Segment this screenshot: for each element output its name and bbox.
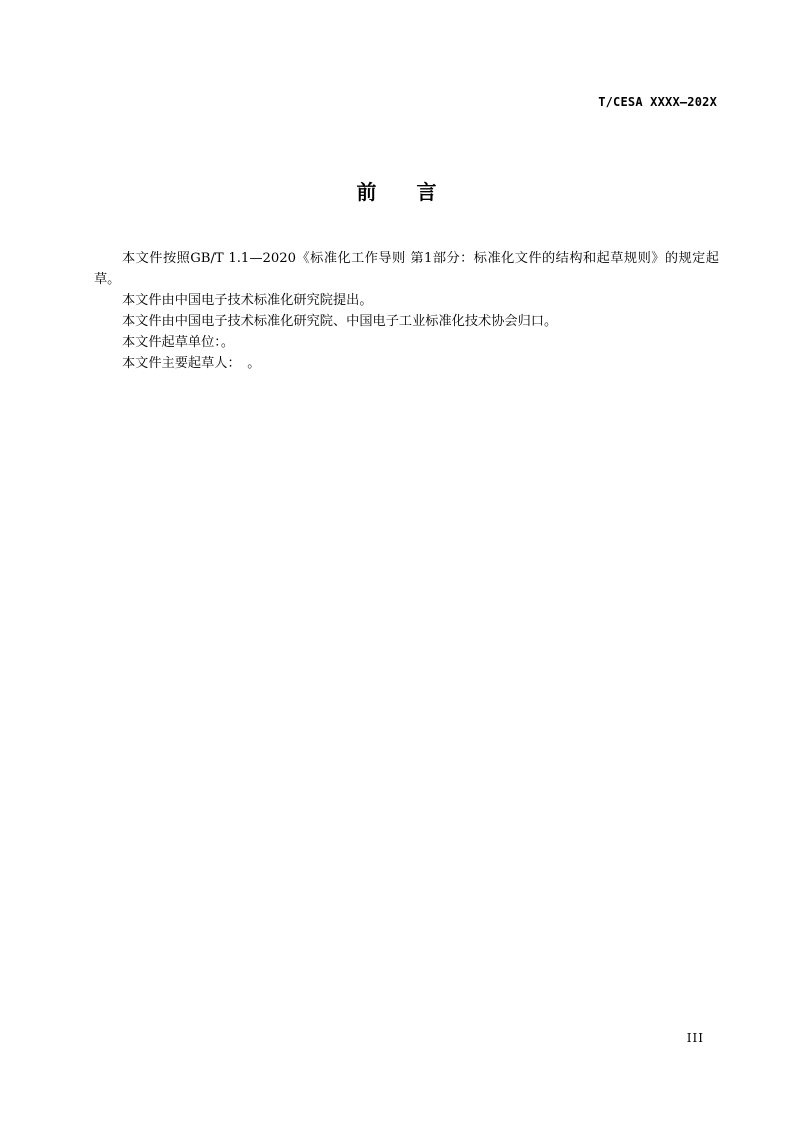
paragraph-drafting-units: 本文件起草单位：。	[122, 335, 235, 350]
page-number: III	[686, 1031, 704, 1045]
paragraph-administrator: 本文件由中国电子技术标准化研究院、中国电子工业标准化技术协会归口。	[122, 314, 558, 329]
page-title: 前言	[356, 180, 477, 204]
foreword-body	[94, 248, 719, 374]
paragraph-drafting-basis: 本文件按照GB/T 1.1—2020《标准化工作导则 第1部分：标准化文件的结构和起草规则》的规定起草。	[94, 251, 719, 287]
paragraph-main-drafters: 本文件主要起草人： 。	[122, 356, 261, 371]
document-code: T/CESA XXXX—202X	[598, 95, 717, 109]
paragraph-proposer: 本文件由中国电子技术标准化研究院提出。	[122, 293, 373, 308]
